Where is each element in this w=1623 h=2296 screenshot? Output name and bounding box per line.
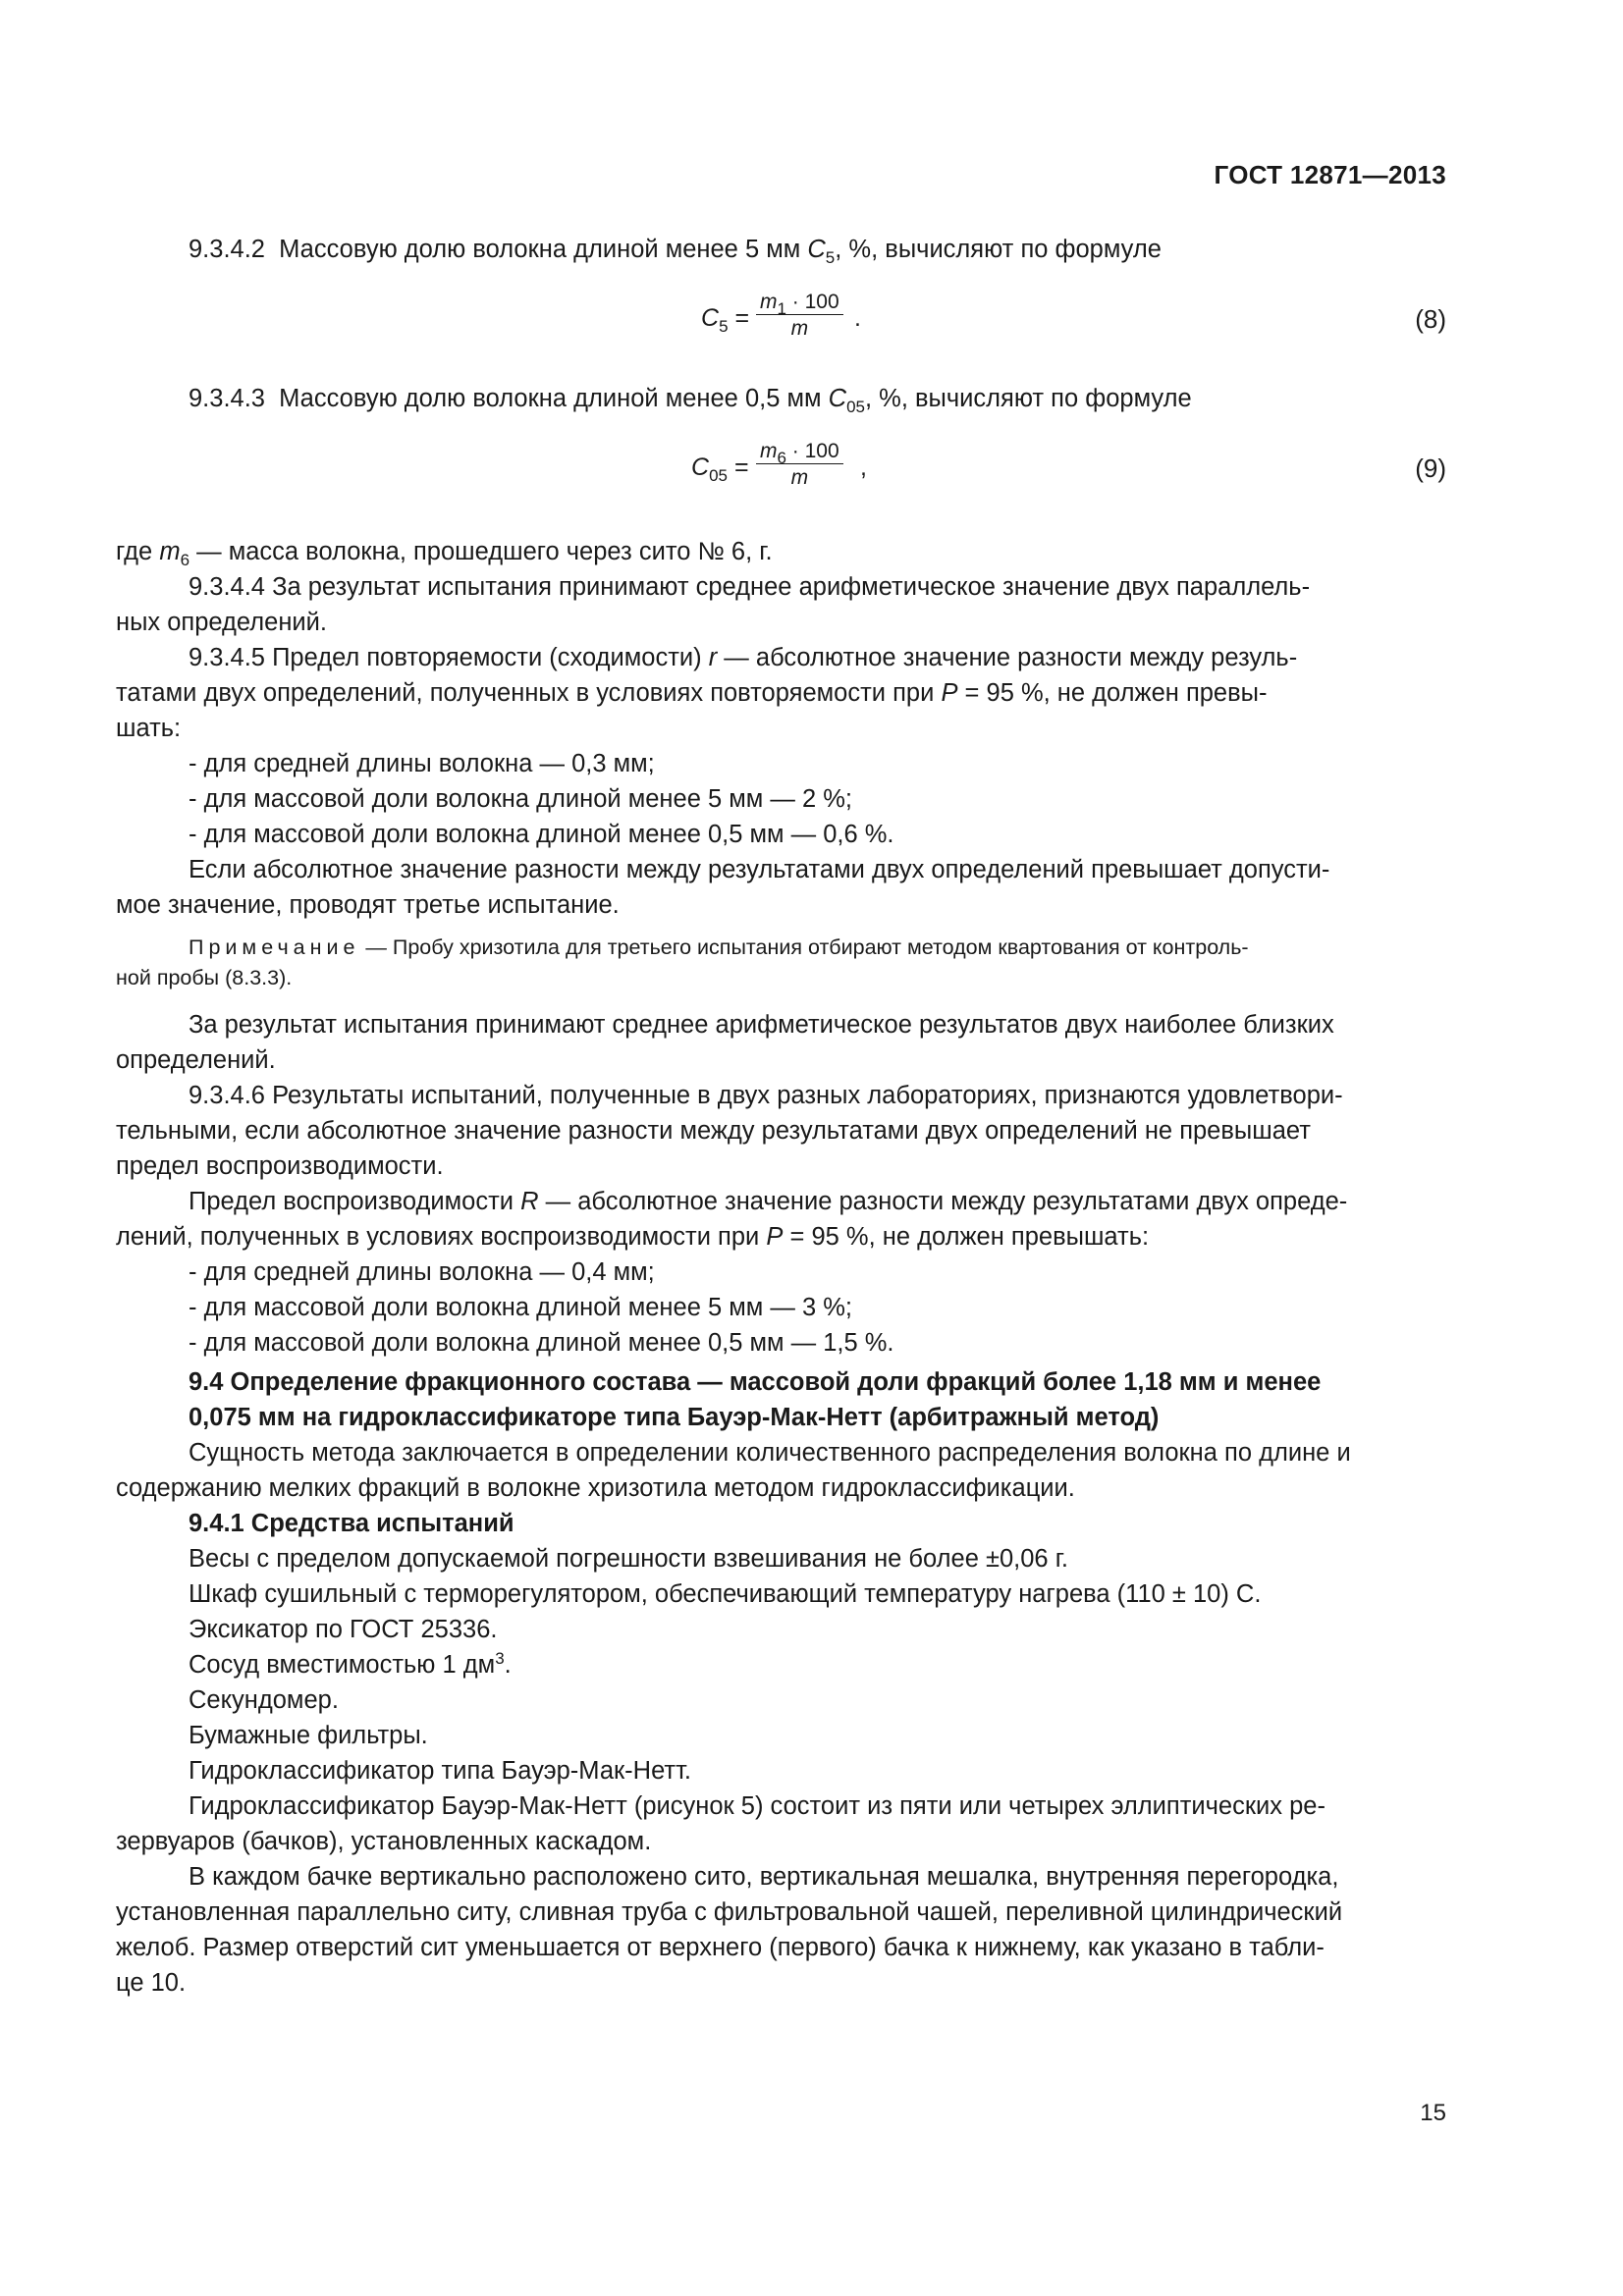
para-9-3-4-3: 9.3.4.3 Массовую долю волокна длиной менее 0,5 мм $C_{05}$, %, вычисляют по формуле (189, 385, 1192, 416)
reproducibility-line: Предел воспроизводимости R — абсолютное значение разности между результатами двух опреде- (189, 1188, 1348, 1215)
formula-number-9: (9) (1415, 454, 1446, 483)
section-title-9-4-cont: 0,075 мм на гидроклассификаторе типа Бауэр-Мак-Нетт (арбитражный метод) (189, 1404, 1160, 1431)
clause-number: 9.3.4.2 (189, 236, 265, 263)
equals: = (734, 304, 750, 332)
text: Массовую долю волокна длиной менее 5 мм (279, 236, 801, 263)
formula-lhs: C (701, 304, 720, 332)
numerator: $m_1 \cdot 100$ (760, 291, 839, 318)
para-9-3-4-2 (189, 232, 1446, 267)
fraction-9 (756, 440, 843, 490)
text: Если абсолютное значение разности между результатами двух определений превышает допусти- (189, 856, 1330, 883)
equipment-item: Эксикатор по ГОСТ 25336. (189, 1616, 498, 1643)
text: предел воспроизводимости. (116, 1152, 444, 1180)
punct: , (860, 454, 867, 481)
list-item: - для средней длины волокна — 0,3 мм; (189, 750, 655, 777)
text: зервуаров (бачков), установленных каскадом. (116, 1828, 652, 1855)
subscript: 5 (719, 317, 729, 336)
para-9-3-4-5: 9.3.4.5 Предел повторяемости (сходимости) r — абсолютное значение разности между резуль- (189, 644, 1298, 671)
equipment-item: Весы с пределом допускаемой погрешности взвешивания не более ±0,06 г. (189, 1545, 1068, 1573)
page-number: 15 (1420, 2100, 1446, 2126)
subscript: 5 (825, 248, 836, 267)
para-9-3-4-5-line3: шать: (116, 715, 182, 742)
denominator: m (790, 317, 809, 340)
list-item: - для массовой доли волокна длиной менее 5 мм — 2 %; (189, 785, 852, 813)
equipment-item: Секундомер. (189, 1686, 339, 1714)
text: це 10. (116, 1969, 187, 1997)
equipment-item: Шкаф сушильный с терморегулятором, обеспечивающий температуру нагрева (110 ± 10) С. (189, 1580, 1262, 1608)
equipment-item: Сосуд вместимостью 1 $дм^3$. (189, 1649, 512, 1679)
text: В каждом бачке вертикально расположено сито, вертикальная мешалка, внутренняя перегородка, (189, 1863, 1339, 1891)
note-cont: ной пробы (8.3.3). (116, 966, 293, 989)
section-title-9-4-1: 9.4.1 Средства испытаний (189, 1510, 514, 1537)
formula-number-8: (8) (1415, 304, 1446, 334)
note: Примечание — Пробу хризотила для третьего испытания отбирают методом квартования от контроль- (189, 935, 1249, 959)
where-clause: где $m_6$ — масса волокна, прошедшего через сито № 6, г. (116, 538, 773, 569)
note-label: Примечание (189, 935, 360, 959)
text: , %, вычисляют по формуле (835, 236, 1162, 263)
text: содержанию мелких фракций в волокне хризотила методом гидроклассификации. (116, 1474, 1075, 1502)
denominator: m (790, 466, 809, 489)
text: Гидроклассификатор Бауэр-Мак-Нетт (рисунок 5) состоит из пяти или четырех эллиптических ре- (189, 1792, 1325, 1820)
section-title-9-4: 9.4 Определение фракционного состава — массовой доли фракций более 1,18 мм и менее (189, 1368, 1322, 1396)
para-9-3-4-4: 9.3.4.4 За результат испытания принимают среднее арифметическое значение двух параллель- (189, 573, 1311, 601)
symbol: C (807, 236, 826, 263)
para-9-3-4-6: 9.3.4.6 Результаты испытаний, полученные в двух разных лабораториях, признаются удовлетвори- (189, 1082, 1343, 1109)
list-item: - для средней длины волокна — 0,4 мм; (189, 1258, 655, 1286)
page-header: ГОСТ 12871—2013 (1214, 160, 1446, 189)
text: мое значение, проводят третье испытание. (116, 891, 620, 919)
equipment-item: Бумажные фильтры. (189, 1722, 428, 1749)
formula-9: $C_{05}$ = (691, 454, 749, 485)
numerator: $m_6 \cdot 100$ (760, 440, 839, 467)
result-line: За результат испытания принимают среднее арифметическое результатов двух наиболее близких (189, 1011, 1334, 1039)
text: желоб. Размер отверстий сит уменьшается от верхнего (первого) бачка к нижнему, как указано в табли- (116, 1934, 1325, 1961)
text: установленная параллельно ситу, сливная труба с фильтровальной чашей, переливной цилиндрический (116, 1898, 1343, 1926)
punct: . (854, 304, 861, 332)
list-item: - для массовой доли волокна длиной менее 5 мм — 3 %; (189, 1294, 852, 1321)
result-line: определений. (116, 1046, 276, 1074)
list-item: - для массовой доли волокна длиной менее 0,5 мм — 1,5 %. (189, 1329, 894, 1357)
equipment-item: Гидроклассификатор типа Бауэр-Мак-Нетт. (189, 1757, 692, 1785)
para-9-3-4-4-cont: ных определений. (116, 609, 327, 636)
formula-8 (701, 304, 750, 336)
text: тельными, если абсолютное значение разности между результатами двух определений не превышает (116, 1117, 1311, 1145)
fraction-8 (756, 291, 843, 341)
text: Сущность метода заключается в определении количественного распределения волокна по длине и (189, 1439, 1351, 1467)
reproducibility-line: лений, полученных в условиях воспроизводимости при P = 95 %, не должен превышать: (116, 1223, 1150, 1251)
list-item: - для массовой доли волокна длиной менее 0,5 мм — 0,6 %. (189, 821, 894, 848)
para-9-3-4-5-line2: татами двух определений, полученных в условиях повторяемости при P = 95 %, не должен превы- (116, 679, 1268, 707)
